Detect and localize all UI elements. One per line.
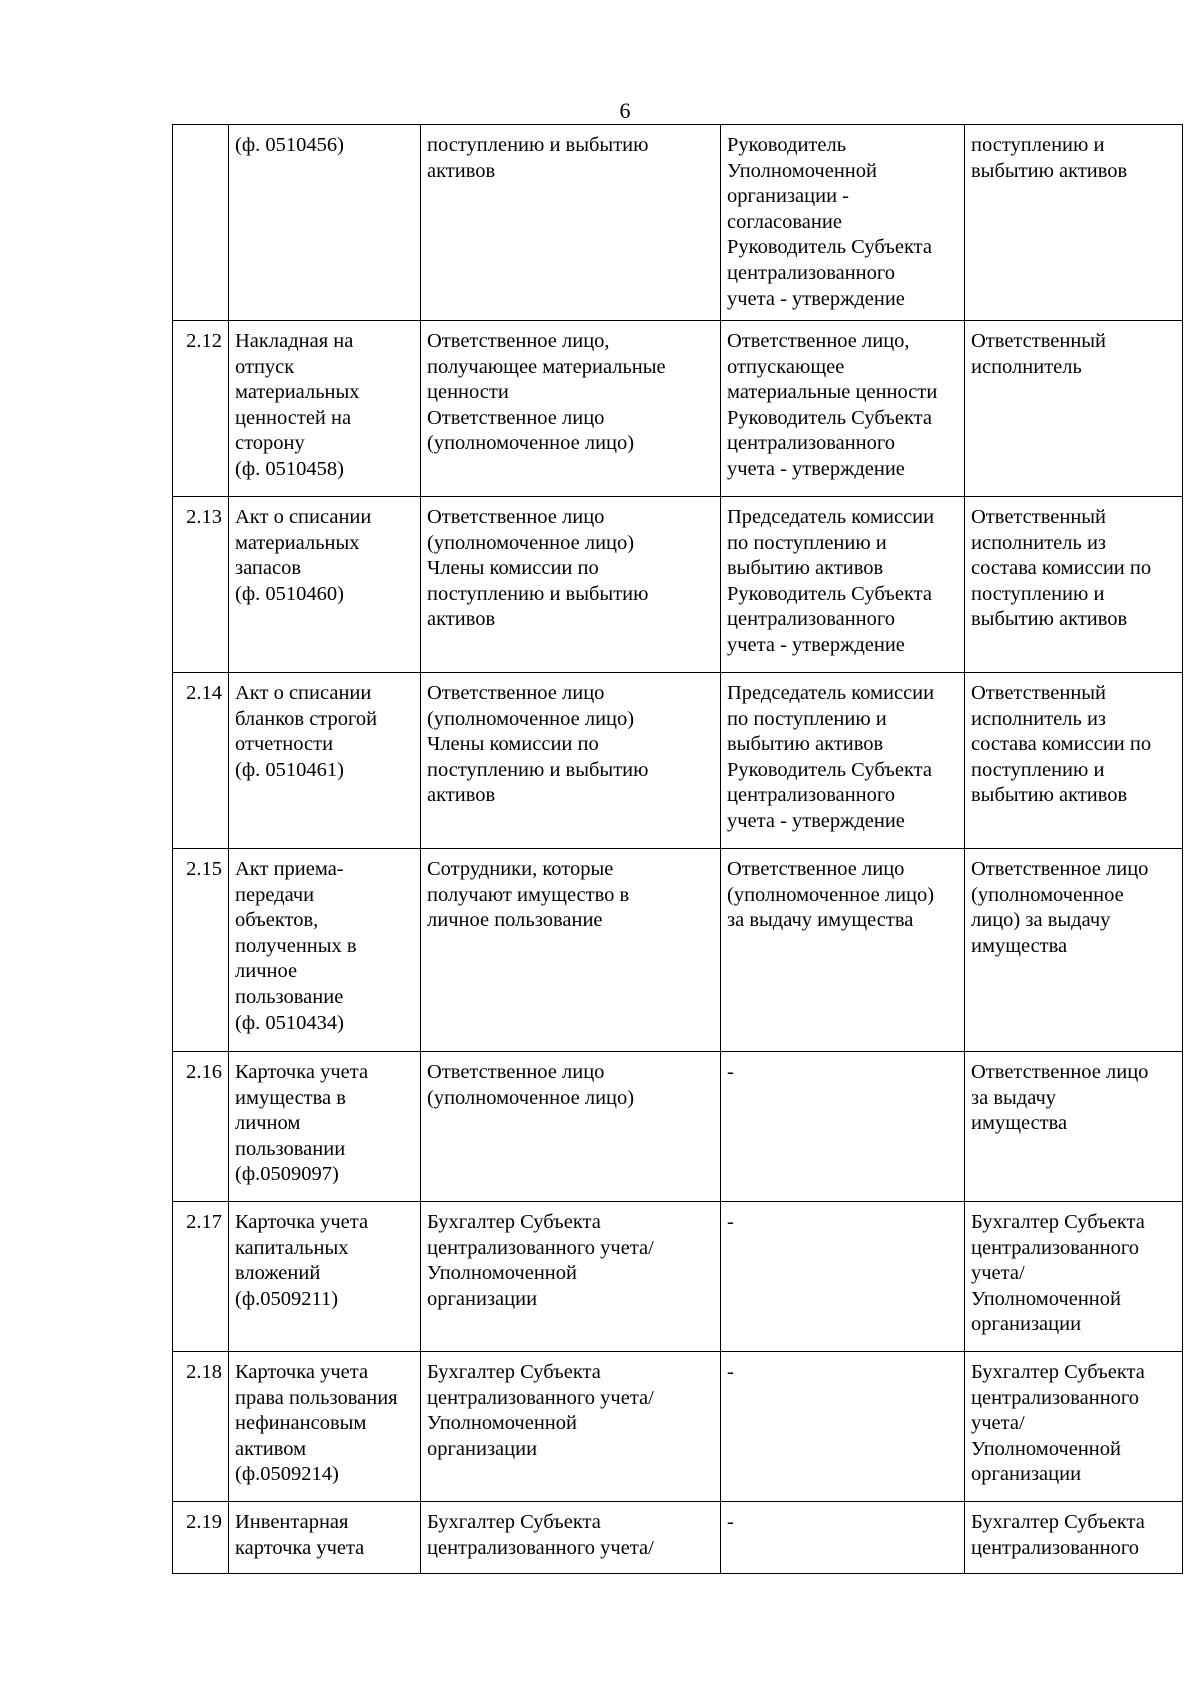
prepared-by: Ответственное лицо, получающее материальные ценности Ответственное лицо (уполномоченное лицо) xyxy=(421,321,721,497)
table-row xyxy=(173,849,1183,1052)
document-name: Карточка учета капитальных вложений (ф.0509211) xyxy=(229,1202,421,1352)
responsible-person: Бухгалтер Субъекта централизованного xyxy=(965,1502,1183,1574)
document-name: Инвентарная карточка учета xyxy=(229,1502,421,1574)
responsible-person: Бухгалтер Субъекта централизованного учета/ Уполномоченной организации xyxy=(965,1352,1183,1502)
row-number: 2.18 xyxy=(173,1352,229,1502)
row-number: 2.17 xyxy=(173,1202,229,1352)
signed-by: - xyxy=(721,1502,965,1574)
document-name: (ф. 0510456) xyxy=(229,125,421,321)
prepared-by: Бухгалтер Субъекта централизованного учета/ Уполномоченной организации xyxy=(421,1202,721,1352)
signed-by: Председатель комиссии по поступлению и выбытию активов Руководитель Субъекта централизованного учета - утверждение xyxy=(721,673,965,849)
prepared-by: Сотрудники, которые получают имущество в личное пользование xyxy=(421,849,721,1052)
row-number: 2.14 xyxy=(173,673,229,849)
table-row xyxy=(173,125,1183,321)
table-row xyxy=(173,673,1183,849)
documents-table xyxy=(172,124,1183,1574)
signed-by: - xyxy=(721,1352,965,1502)
signed-by: Руководитель Уполномоченной организации - согласование Руководитель Субъекта централизованного учета - утверждение xyxy=(721,125,965,321)
table-row xyxy=(173,1052,1183,1202)
page-number: 6 xyxy=(619,98,631,123)
prepared-by: Ответственное лицо (уполномоченное лицо) Члены комиссии по поступлению и выбытию активов xyxy=(421,673,721,849)
responsible-person: Бухгалтер Субъекта централизованного учета/ Уполномоченной организации xyxy=(965,1202,1183,1352)
signed-by: - xyxy=(721,1052,965,1202)
table-row xyxy=(173,1352,1183,1502)
document-name: Карточка учета имущества в личном пользовании (ф.0509097) xyxy=(229,1052,421,1202)
prepared-by: Ответственное лицо (уполномоченное лицо) xyxy=(421,1052,721,1202)
responsible-person: Ответственное лицо (уполномоченное лицо) за выдачу имущества xyxy=(965,849,1183,1052)
row-number: 2.12 xyxy=(173,321,229,497)
row-number: 2.13 xyxy=(173,497,229,673)
signed-by: - xyxy=(721,1202,965,1352)
document-name: Накладная на отпуск материальных ценностей на сторону (ф. 0510458) xyxy=(229,321,421,497)
row-number xyxy=(173,125,229,321)
responsible-person: Ответственный исполнитель xyxy=(965,321,1183,497)
signed-by: Ответственное лицо (уполномоченное лицо) за выдачу имущества xyxy=(721,849,965,1052)
row-number: 2.19 xyxy=(173,1502,229,1574)
responsible-person: Ответственный исполнитель из состава комиссии по поступлению и выбытию активов xyxy=(965,673,1183,849)
table-row xyxy=(173,497,1183,673)
responsible-person: Ответственное лицо за выдачу имущества xyxy=(965,1052,1183,1202)
table-row xyxy=(173,321,1183,497)
document-name: Карточка учета права пользования нефинансовым активом (ф.0509214) xyxy=(229,1352,421,1502)
signed-by: Председатель комиссии по поступлению и выбытию активов Руководитель Субъекта централизованного учета - утверждение xyxy=(721,497,965,673)
prepared-by: Бухгалтер Субъекта централизованного учета/ Уполномоченной организации xyxy=(421,1352,721,1502)
document-name: Акт о списании бланков строгой отчетности (ф. 0510461) xyxy=(229,673,421,849)
responsible-person: поступлению и выбытию активов xyxy=(965,125,1183,321)
table-row xyxy=(173,1202,1183,1352)
responsible-person: Ответственный исполнитель из состава комиссии по поступлению и выбытию активов xyxy=(965,497,1183,673)
document-name: Акт о списании материальных запасов (ф. 0510460) xyxy=(229,497,421,673)
documents-table-body xyxy=(173,125,1183,1574)
row-number: 2.15 xyxy=(173,849,229,1052)
document-name: Акт приема- передачи объектов, полученных в личное пользование (ф. 0510434) xyxy=(229,849,421,1052)
prepared-by: Бухгалтер Субъекта централизованного учета/ xyxy=(421,1502,721,1574)
prepared-by: Ответственное лицо (уполномоченное лицо) Члены комиссии по поступлению и выбытию активов xyxy=(421,497,721,673)
table-row xyxy=(173,1502,1183,1574)
signed-by: Ответственное лицо, отпускающее материальные ценности Руководитель Субъекта централизованного учета - утверждение xyxy=(721,321,965,497)
prepared-by: поступлению и выбытию активов xyxy=(421,125,721,321)
row-number: 2.16 xyxy=(173,1052,229,1202)
